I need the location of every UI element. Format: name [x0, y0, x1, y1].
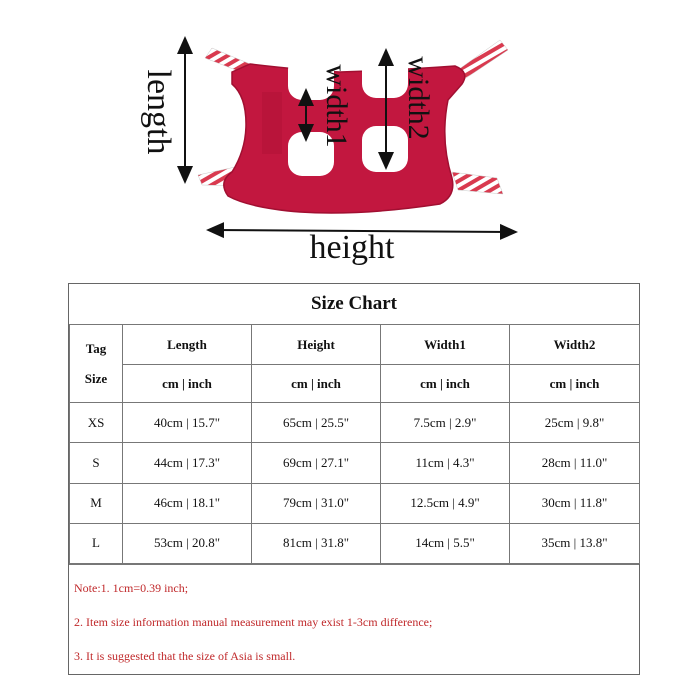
table-cell: 28cm | 11.0": [510, 443, 640, 483]
table-cell: 35cm | 13.8": [510, 523, 640, 563]
column-header-height: Height: [252, 325, 381, 365]
width1-label: width1: [320, 64, 353, 148]
tag-header-line1: Tag: [85, 340, 107, 356]
note-1: Note:1. 1cm=0.39 inch;: [74, 581, 189, 595]
size-chart: [68, 283, 640, 675]
unit-label: cm | inch: [381, 365, 510, 403]
table-cell: 44cm | 17.3": [123, 443, 252, 483]
unit-label: cm | inch: [252, 365, 381, 403]
size-tag: M: [70, 483, 123, 523]
table-cell: 12.5cm | 4.9": [381, 483, 510, 523]
table-cell: 69cm | 27.1": [252, 443, 381, 483]
size-tag: XS: [70, 403, 123, 443]
table-cell: 25cm | 9.8": [510, 403, 640, 443]
bottom-right-strap: [452, 172, 503, 194]
column-header-width1: Width1: [381, 325, 510, 365]
table-cell: 79cm | 31.0": [252, 483, 381, 523]
height-label: height: [309, 229, 395, 266]
length-label: length: [140, 69, 177, 155]
table-cell: 7.5cm | 2.9": [381, 403, 510, 443]
table-cell: 30cm | 11.8": [510, 483, 640, 523]
notes-section: [69, 564, 639, 675]
table-row: [70, 403, 640, 443]
column-header-length: Length: [123, 325, 252, 365]
table-cell: 11cm | 4.3": [381, 443, 510, 483]
tag-header-line2: Size: [84, 370, 108, 386]
size-tag: S: [70, 443, 123, 483]
table-cell: 65cm | 25.5": [252, 403, 381, 443]
table-cell: 14cm | 5.5": [381, 523, 510, 563]
product-illustration: [0, 0, 700, 270]
note-3: 3. It is suggested that the size of Asia is small.: [74, 649, 296, 663]
unit-label: cm | inch: [123, 365, 252, 403]
table-cell: 81cm | 31.8": [252, 523, 381, 563]
column-header-width2: Width2: [510, 325, 640, 365]
table-cell: 40cm | 15.7": [123, 403, 252, 443]
size-tag: L: [70, 523, 123, 563]
unit-label: cm | inch: [510, 365, 640, 403]
unit-row: [70, 365, 640, 403]
width2-label: width2: [402, 56, 435, 140]
table-cell: 46cm | 18.1": [123, 483, 252, 523]
table-row: [70, 483, 640, 523]
table-header-row: [70, 325, 640, 365]
size-chart-title: Size Chart: [310, 293, 397, 314]
size-table: [69, 324, 640, 564]
table-row: [70, 523, 640, 563]
note-2: 2. Item size information manual measurement may exist 1-3cm difference;: [74, 615, 433, 629]
table-cell: 53cm | 20.8": [123, 523, 252, 563]
table-row: [70, 443, 640, 483]
tag-size-header: [70, 325, 123, 403]
